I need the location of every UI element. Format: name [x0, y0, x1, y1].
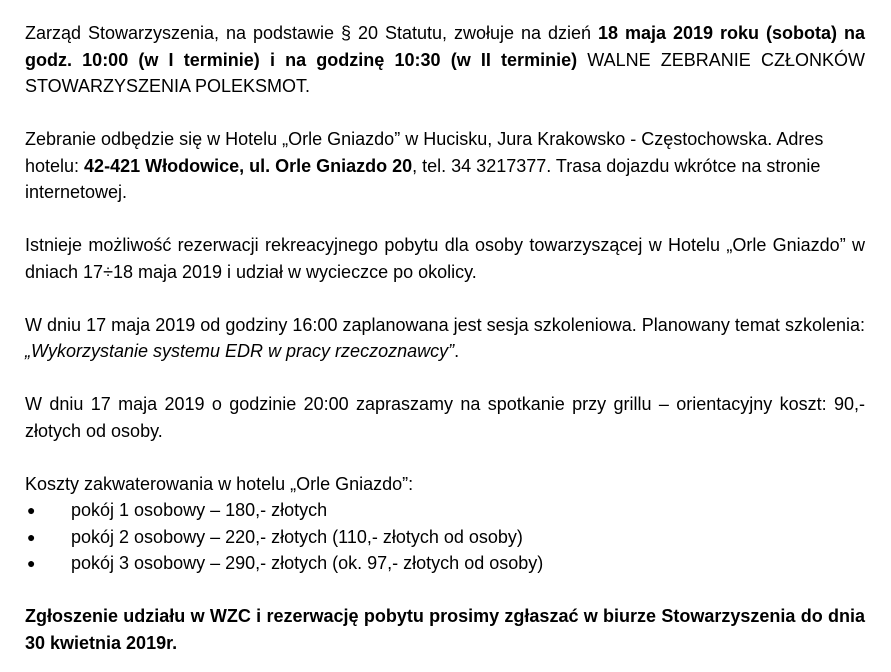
venue-text-start: Zebranie odbędzie się w Hotelu „Orle Gniazdo” w Hucisku, Jura Krakowsko - Częstochowska. Adres hotelu:	[25, 129, 824, 176]
hotel-address: 42-421 Włodowice, ul. Orle Gniazdo 20	[84, 155, 413, 176]
meeting-announcement-paragraph	[25, 20, 865, 100]
registration-deadline-text: Zgłoszenie udziału w WZC i rezerwację pobytu prosimy zgłaszać w biurze Stowarzyszenia do dnia 30 kwietnia 2019r.	[25, 606, 865, 653]
list-item	[25, 524, 865, 551]
training-topic: „Wykorzystanie systemu EDR w pracy rzeczoznawcy”	[25, 341, 455, 361]
venue-paragraph	[25, 126, 865, 206]
announcement-text-end: WALNE ZEBRANIE CZŁONKÓW STOWARZYSZENIA POLEKSMOT.	[25, 49, 865, 96]
companion-stay-paragraph: Istnieje możliwość rezerwacji rekreacyjnego pobytu dla osoby towarzyszącej w Hotelu „Orle Gniazdo” w dniach 17÷18 maja 2019 i udział w wycieczce po okolicy.	[25, 235, 865, 282]
list-item	[25, 550, 865, 577]
announcement-text-start: Zarząd Stowarzyszenia, na podstawie § 20 Statutu, zwołuje na dzień	[25, 23, 599, 43]
bullet-icon: ●	[27, 528, 36, 545]
costs-heading: Koszty zakwaterowania w hotelu „Orle Gniazdo”:	[25, 473, 414, 494]
training-text-end: .	[454, 341, 460, 361]
document-body	[25, 20, 865, 656]
meeting-date-time: 18 maja 2019 roku (sobota) na godz. 10:00 (w I terminie) i na godzinę 10:30 (w II terminie)	[25, 23, 865, 70]
grill-meeting-paragraph: W dniu 17 maja 2019 o godzinie 20:00 zapraszamy na spotkanie przy grillu – orientacyjny koszt: 90,- złotych od osoby.	[25, 394, 865, 441]
registration-deadline-paragraph	[25, 603, 865, 656]
room-cost-text: pokój 1 osobowy – 180,- złotych	[71, 500, 328, 520]
training-text-start: W dniu 17 maja 2019 od godziny 16:00 zaplanowana jest sesja szkoleniowa. Planowany temat szkolenia:	[25, 314, 865, 335]
room-cost-text: pokój 2 osobowy – 220,- złotych (110,- złotych od osoby)	[71, 526, 523, 547]
training-session-paragraph	[25, 312, 865, 365]
bullet-icon: ●	[27, 502, 36, 518]
bullet-icon: ●	[27, 555, 36, 571]
room-cost-text: pokój 3 osobowy – 290,- złotych (ok. 97,- złotych od osoby)	[71, 553, 544, 573]
venue-text-end: , tel. 34 3217377. Trasa dojazdu wkrótce na stronie internetowej.	[25, 155, 821, 202]
list-item	[25, 497, 865, 524]
room-costs-list	[25, 497, 865, 577]
